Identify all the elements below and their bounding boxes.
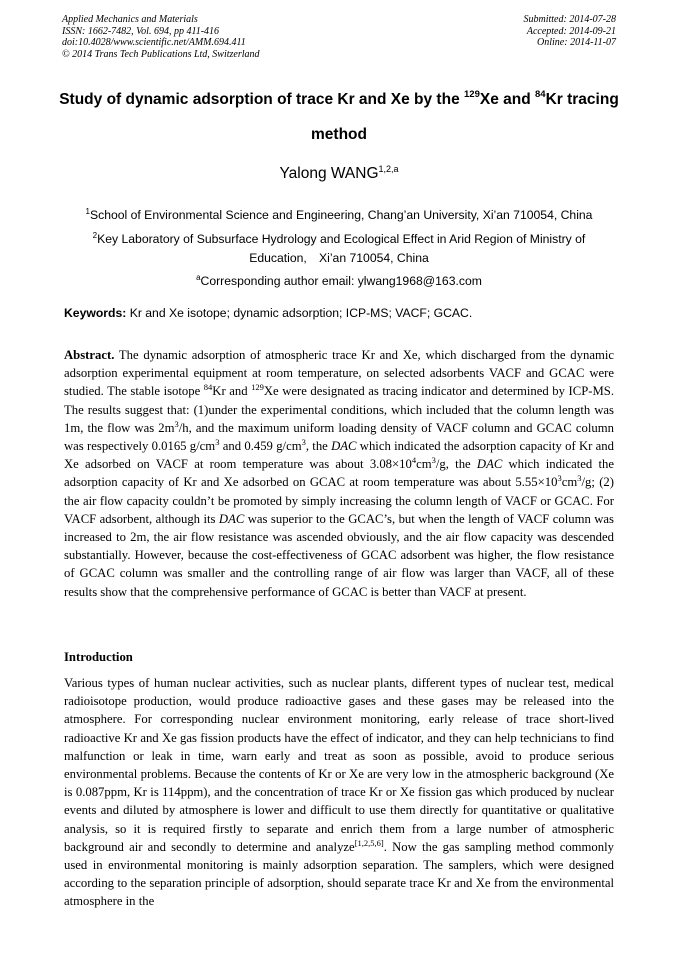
affiliation-2-text: Key Laboratory of Subsurface Hydrology and Ecological Effect in Arid Region of Ministry of Education, Xi’an 710054, China bbox=[97, 232, 586, 266]
title-sup-2: 84 bbox=[535, 88, 546, 100]
header-journal-info bbox=[62, 14, 260, 60]
title-text-2: Xe and bbox=[479, 91, 535, 108]
citation-ref: [1,2,5,6] bbox=[354, 837, 384, 848]
abstract-sup: 3 bbox=[431, 454, 436, 465]
affiliation-1-text: School of Environmental Science and Engineering, Chang’an University, Xi’an 710054, China bbox=[89, 208, 593, 223]
abstract-sup: 3 bbox=[577, 473, 582, 484]
paper-title bbox=[40, 82, 638, 152]
keywords bbox=[64, 306, 618, 320]
affiliation-1-sup: 1 bbox=[85, 207, 90, 216]
abstract-text: The dynamic adsorption of atmospheric trace Kr and Xe, which discharged from the dynamic adsorption experimental equipment at room temperature, on selected adsorbents VACF and GCAC were studied. The stable isotope bbox=[64, 348, 614, 399]
abstract-text: , the bbox=[305, 439, 332, 454]
abstract-sup: 3 bbox=[557, 473, 562, 484]
abstract-text: Kr and bbox=[212, 384, 252, 399]
email-sup: a bbox=[196, 273, 201, 282]
accepted-date: Accepted: 2014-09-21 bbox=[526, 25, 616, 37]
affiliation-2 bbox=[70, 226, 608, 268]
abstract-sup: 84 bbox=[203, 382, 213, 393]
author-name: Yalong WANG bbox=[279, 165, 379, 183]
submitted-date: Submitted: 2014-07-28 bbox=[523, 14, 616, 25]
affiliation-2-sup: 2 bbox=[92, 231, 98, 240]
abstract-text: was superior to the GCAC’s, but when the length of VACF column was increased to 2m, the air flow resistance was ascended obviously, and the air flow capacity was descended substantially. However, because the cost-effectiveness of GCAC adsorbent was higher, the flow resistance of GCAC column was smaller and the controlling range of air flow was larger than VACF, all of these results show that the comprehensive performance of GCAC is better than VACF at present. bbox=[64, 511, 614, 599]
abstract-sup: 3 bbox=[174, 418, 179, 429]
title-sup-1: 129 bbox=[464, 88, 480, 100]
title-text-3: Kr tracing method bbox=[311, 91, 619, 143]
copyright: © 2014 Trans Tech Publications Ltd, Switzerland bbox=[62, 48, 260, 60]
abstract-italic: DAC bbox=[331, 439, 357, 454]
journal-name: Applied Mechanics and Materials bbox=[62, 14, 198, 25]
abstract-italic: DAC bbox=[476, 457, 503, 472]
intro-text: Various types of human nuclear activities, such as nuclear plants, different types of nuclear test, medical radioisotope production, would produce radioactive gases and these gases may be released into the atmosphere. For corresponding nuclear environment monitoring, early release of trace short-lived radioactive Kr and Xe gas fission products have the effect of indicator, and they can help technicians to find malfunction or leak in time, warn early and treat as soon as possible, avoid to produce serious environmental problems. Because the contents of Kr or Xe are very low in the atmospheric background (Xe is 0.087ppm, Kr is 114ppm), and the concentration of trace Kr or Xe fission gas which produced by nuclear events and diluted by atmosphere is lower and difficult to use them directly for quantitative or qualitative analysis, so it is required firstly to separate and enrich them from a large number of atmospheric background air and secondly to determine and analyze bbox=[64, 676, 614, 854]
abstract-text: which indicated the adsorption capacity of Kr and Xe adsorbed on GCAC at room temperature was about 5.55×10 bbox=[64, 457, 614, 490]
abstract-text: cm bbox=[416, 457, 432, 472]
abstract-text: /h, and the maximum uniform loading density of VACF column and GCAC column was respectively 0.0165 g/cm bbox=[64, 420, 614, 454]
introduction-body bbox=[64, 674, 614, 911]
abstract-sup: 3 bbox=[301, 436, 306, 447]
abstract-sup: 4 bbox=[411, 454, 417, 465]
abstract-sup: 129 bbox=[251, 382, 264, 393]
email-text: Corresponding author email: ylwang1968@163.com bbox=[200, 274, 482, 289]
abstract-text: Xe were designated as tracing indicator and determined by ICP-MS. The results suggest that: (1)under the experimental conditions, which included that the column length was 1m, the flow was 2m bbox=[64, 384, 614, 435]
keywords-label: Keywords: bbox=[64, 306, 127, 320]
abstract-sup: 3 bbox=[215, 436, 220, 447]
online-date: Online: 2014-11-07 bbox=[537, 37, 616, 48]
doi: doi:10.4028/www.scientific.net/AMM.694.411 bbox=[62, 37, 246, 48]
abstract bbox=[64, 346, 614, 601]
keywords-text: Kr and Xe isotope; dynamic adsorption; ICP-MS; VACF; GCAC. bbox=[126, 306, 473, 320]
abstract-text: /g, the bbox=[435, 457, 477, 472]
introduction-heading: Introduction bbox=[64, 650, 133, 664]
abstract-text: cm bbox=[561, 475, 578, 490]
corresponding-email bbox=[70, 268, 608, 291]
abstract-text: and 0.459 g/cm bbox=[219, 439, 302, 454]
title-text-1: Study of dynamic adsorption of trace Kr and Xe by the bbox=[59, 91, 464, 108]
author bbox=[0, 164, 678, 183]
affiliation-1 bbox=[70, 202, 608, 225]
issn: ISSN: 1662-7482, Vol. 694, pp 411-416 bbox=[62, 25, 220, 37]
abstract-italic: DAC bbox=[218, 511, 245, 526]
abstract-text: which indicated the adsorption capacity of Kr and Xe adsorbed on VACF at room temperature was about 3.08×10 bbox=[64, 439, 614, 472]
abstract-label: Abstract. bbox=[64, 348, 115, 362]
abstract-text: /g; (2) the air flow capacity couldn’t be promoted by simply increasing the column length of VACF or GCAC. For VACF adsorbent, although its bbox=[64, 475, 614, 526]
author-sup: 1,2,a bbox=[378, 164, 399, 174]
header-dates bbox=[524, 14, 617, 49]
intro-text: . Now the gas sampling method commonly used in environmental monitoring is mainly adsorption separation. The samplers, which were designed according to the separation principle of adsorption, should separate trace Kr and Xe from the environmental atmosphere in the bbox=[64, 839, 614, 909]
